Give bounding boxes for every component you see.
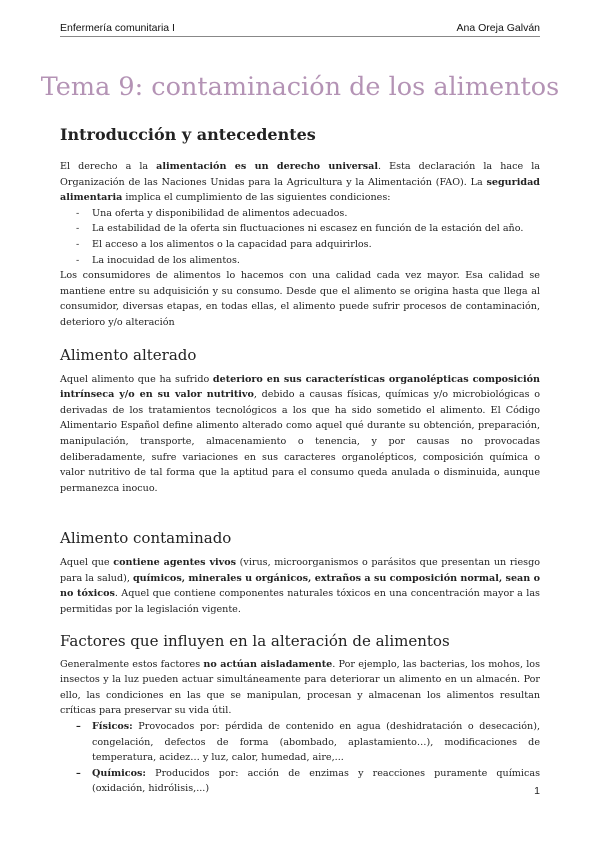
list-item: - Una oferta y disponibilidad de alimentos adecuados. bbox=[60, 206, 540, 222]
list-item: - La inocuidad de los alimentos. bbox=[60, 253, 540, 269]
list-item: – Físicos: Provocados por: pérdida de contenido en agua (deshidratación o desecación), congelación, defectos de forma (abombado, aplastamiento…), modificaciones de temperatura, acidez… y luz, calor, humedad, aire,... bbox=[60, 719, 540, 766]
conditions-list bbox=[60, 206, 540, 268]
factors-heading: Factores que influyen en la alteración de alimentos bbox=[60, 631, 450, 650]
list-item: - El acceso a los alimentos o la capacidad para adquirirlos. bbox=[60, 237, 540, 253]
header-author: Ana Oreja Galván bbox=[456, 22, 540, 34]
intro-paragraph-1: El derecho a la alimentación es un derecho universal. Esta declaración la hace la Organización de las Naciones Unidas para la Agricultura y la Alimentación (FAO). La seguridad alimentaria implica el cumplimiento de las siguientes condiciones: bbox=[60, 161, 540, 204]
list-item: – Químicos: Producidos por: acción de enzimas y reacciones puramente químicas (oxidación, hidrólisis,...) bbox=[60, 766, 540, 797]
intro-paragraph-2: Los consumidores de alimentos lo hacemos con una calidad cada vez mayor. Esa calidad se mantiene entre su adquisición y su consumo. Desde que el alimento se origina hasta que llega al consumidor, diversas etapas, en todas ellas, el alimento puede sufrir procesos de contaminación, deterioro y/o alteración bbox=[60, 270, 540, 328]
header-divider bbox=[60, 36, 540, 37]
contaminated-paragraph: Aquel que contiene agentes vivos (virus, microorganismos o parásitos que presentan un riesgo para la salud), químicos, minerales u orgánicos, extraños a su composición normal, sean o no tóxicos. Aquel que contiene componentes naturales tóxicos en una concentración mayor a las permitidas por la legislación vigente. bbox=[60, 557, 540, 616]
list-item: - La estabilidad de la oferta sin fluctuaciones ni escasez en función de la estación del año. bbox=[60, 221, 540, 237]
altered-heading: Alimento alterado bbox=[60, 345, 197, 364]
factors-paragraph: Generalmente estos factores no actúan aisladamente. Por ejemplo, las bacterias, los mohos, los insectos y la luz pueden actuar simultáneamente para deteriorar un alimento en un almacén. Por ello, las condiciones en las que se manipulan, procesan y almacenan los alimentos resultan críticas para preservar su vida útil. bbox=[60, 658, 540, 717]
factors-list bbox=[60, 719, 540, 797]
intro-heading: Introducción y antecedentes bbox=[60, 125, 316, 144]
contaminated-heading: Alimento contaminado bbox=[60, 529, 232, 548]
document-body bbox=[60, 125, 540, 797]
header-course: Enfermería comunitaria I bbox=[60, 22, 175, 34]
page-number: 1 bbox=[534, 785, 540, 797]
altered-paragraph: Aquel alimento que ha sufrido deterioro en sus características organolépticas composición intrínseca y/o en su valor nutritivo, debido a causas físicas, químicas y/o microbiológicas o derivadas de los tratamientos tecnológicos a los que ha sido sometido el alimento. El Código Alimentario Español define alimento alterado como aquel qué durante su obtención, preparación, manipulación, transporte, almacenamiento o tenencia, y por causas no provocadas deliberadamente, sufre variaciones en sus caracteres organolépticos, composición química o valor nutritivo de tal forma que la aptitud para el consumo queda anulada o disminuida, aunque permanezca inocuo. bbox=[60, 373, 540, 494]
page-title: Tema 9: contaminación de los alimentos bbox=[40, 72, 560, 102]
